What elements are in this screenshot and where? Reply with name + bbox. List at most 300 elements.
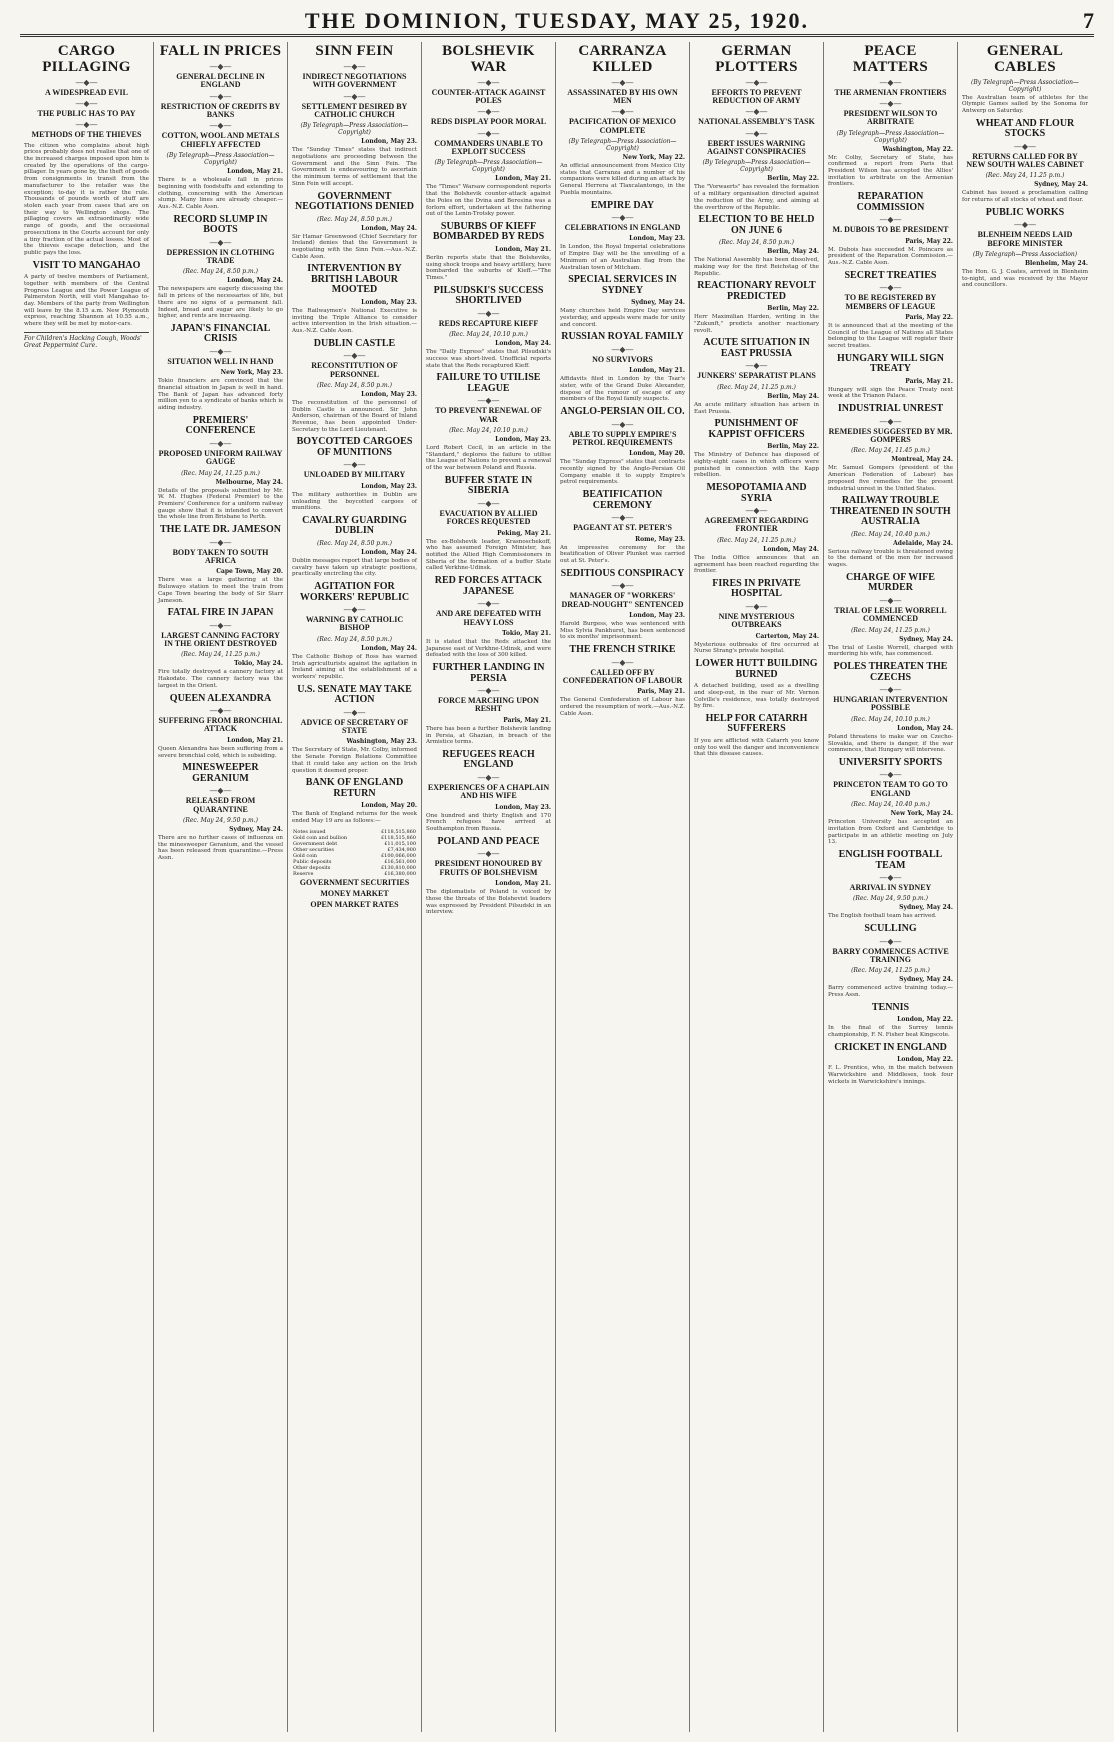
headline: ACUTE SITUATION IN EAST PRUSSIA — [703, 337, 810, 359]
headline: SEDITIOUS CONSPIRACY — [560, 567, 685, 579]
article — [828, 662, 953, 754]
credit-line: (Rec. May 24, 11.25 p.m.) — [851, 967, 930, 975]
dateline: London, May 20. — [629, 450, 685, 458]
rule-divider: —◆— — [209, 786, 232, 796]
rule-divider: —◆— — [477, 772, 500, 782]
dateline: London, May 21. — [495, 880, 551, 888]
article — [292, 685, 417, 775]
table-cell: £118,515,860 — [381, 828, 416, 835]
headline: ENGLISH FOOTBALL TEAM — [838, 849, 943, 871]
article — [426, 576, 551, 659]
dateline: New York, May 22. — [622, 154, 685, 162]
rule-divider: —◆— — [611, 513, 634, 523]
column-8 — [958, 42, 1092, 1732]
article — [560, 275, 685, 328]
headline: BOYCOTTED CARGOES OF MUNITIONS — [296, 436, 413, 458]
dateline: London, May 22. — [897, 1016, 953, 1024]
subheadline: PACIFICATION OF MEXICO COMPLETE — [569, 117, 676, 135]
rule-divider: —◆— — [209, 537, 232, 547]
headline: CAVALRY GUARDING DUBLIN — [302, 514, 407, 537]
article — [292, 44, 417, 188]
article-body: The Ministry of Defence has disposed of eighty-eight cases in which officers were punished in connection with the Kapp rebellion. — [694, 452, 819, 479]
dateline: London, May 21. — [227, 168, 283, 176]
dateline: London, May 24. — [361, 548, 417, 556]
article — [560, 332, 685, 403]
subheadline: CALLED OFF BY CONFEDERATION OF LABOUR — [562, 667, 683, 685]
article-body: The India Office announces that an agreement has been reached regarding the frontier. — [694, 554, 819, 575]
dateline: London, May 22. — [897, 1056, 953, 1064]
rule-divider: —◆— — [209, 61, 232, 71]
article-body: The military authorities in Dublin are unloading the boycotted cargoes of munitions. — [292, 491, 417, 512]
dateline: London, May 23. — [495, 803, 551, 811]
credit-line: (Rec. May 24, 8.50 p.m.) — [316, 635, 392, 643]
dateline: New York, May 23. — [220, 369, 283, 377]
rule-divider: —◆— — [209, 237, 232, 247]
article-body: Many churches held Empire Day services yesterday, and appeals were made for unity and concord. — [560, 308, 685, 328]
section-heading: GOVERNMENT SECURITIES — [299, 877, 410, 887]
dateline: Blenheim, May 24. — [1024, 260, 1088, 268]
credit-line: (Rec. May 24, 8.50 p.m.) — [316, 539, 392, 547]
article — [694, 44, 819, 211]
rule-divider: —◆— — [477, 498, 500, 508]
article — [426, 837, 551, 916]
credit-line: (Rec. May 24, 8.50 p.m.) — [718, 239, 794, 247]
article-body: The General Confederation of Labour has ordered the resumption of work.—Aus.-N.Z. Cable Assn. — [560, 697, 685, 717]
article — [828, 271, 953, 350]
rule-divider: —◆— — [611, 77, 634, 87]
article-body: M. Dubois has succeeded M. Poincare as president of the Reparation Commission.—Aus.-N.Z. Cable Assn. — [828, 246, 953, 266]
subheadline: ABLE TO SUPPLY EMPIRE'S PETROL REQUIREMENTS — [568, 429, 677, 447]
section-heading: OPEN MARKET RATES — [310, 900, 399, 910]
rule-divider: —◆— — [1013, 220, 1037, 230]
article-body: The Secretary of State, Mr. Colby, informed the Senate Foreign Relations Committee that it could take any action on the Irish question it deemed proper. — [292, 747, 417, 774]
column-3 — [288, 42, 422, 1732]
article — [828, 850, 953, 920]
headline: SCULLING — [864, 923, 917, 935]
article-body: The citizen who complains about high prices probably does not realise that one of the increased charges imposed upon him is created by the operations of the cargo-pillager. In years gone by, the theft of goods from consignments in transit from the manufacturer to the retailer was the exception; to-day it is rather the rule. Thousands of pounds worth of stuff are stolen each year from cases that are on their way to Wellington shops. The pillaging covers an extraordinarily wide range of goods, and the occasional prosecutions in the Courts account for only a tiny fraction of the actual losses. Most of the thieves escape detection, and the public pays the loss. — [24, 142, 149, 256]
rule-divider: —◆— — [209, 91, 232, 101]
article — [292, 192, 417, 261]
article — [292, 582, 417, 681]
dateline: Paris, May 21. — [637, 688, 685, 696]
article — [426, 373, 551, 472]
headline: BANK OF ENGLAND RETURN — [305, 777, 404, 799]
subheadline: HUNGARIAN INTERVENTION POSSIBLE — [833, 695, 948, 713]
article-body: One hundred and thirty English and 170 French refugees have arrived at Southampton from Russia. — [426, 812, 551, 833]
headline: BOLSHEVIK WAR — [442, 43, 535, 75]
article — [426, 286, 551, 370]
headline: SUBURBS OF KIEFF BOMBARDED BY REDS — [432, 220, 545, 243]
credit-line: (Rec. May 24, 9.50 p.m.) — [852, 895, 928, 903]
credit-line: (Rec. May 24, 10.40 p.m.) — [851, 801, 930, 809]
column-2 — [154, 42, 288, 1732]
subheadline: SUFFERING FROM BRONCHIAL ATTACK — [158, 716, 283, 734]
dateline: Washington, May 23. — [346, 738, 417, 746]
subheadline: SETTLEMENT DESIRED BY CATHOLIC CHURCH — [301, 101, 408, 119]
article — [158, 215, 283, 320]
credit-line: (Rec. May 24, 10.10 p.m.) — [449, 331, 528, 339]
article — [828, 44, 953, 188]
article — [694, 714, 819, 758]
rule-divider: —◆— — [611, 419, 634, 429]
article-body: The "Sunday Express" states that contracts recently signed by the Anglo-Persian Oil Company enable it to supply Empire's petrol requirements. — [560, 459, 685, 486]
article — [292, 264, 417, 334]
bank-return-table — [292, 829, 417, 877]
article-body: Princeton University has accepted an invitation from Oxford and Cambridge to participate in an athletic meeting on July 13. — [828, 819, 953, 846]
rule-divider: —◆— — [611, 107, 634, 117]
dateline: Sydney, May 24. — [899, 904, 953, 912]
credit-line: (Rec. May 24, 10.10 p.m.) — [449, 427, 528, 435]
article-body: Cabinet has issued a proclamation calling for returns of all stocks of wheat and flour. — [962, 190, 1088, 204]
article-body: It is stated that the Reds attacked the Japanese east of Verkhne-Udinsk, and were defeated with the loss of 300 killed. — [426, 638, 551, 659]
subheadline: REMEDIES SUGGESTED BY MR. GOMPERS — [828, 426, 953, 445]
rule-divider: —◆— — [611, 657, 634, 667]
subheadline: ADVICE OF SECRETARY OF STATE — [300, 717, 409, 736]
headline: RED FORCES ATTACK JAPANESE — [434, 575, 543, 597]
article-body: The reconstitution of the personnel of Dublin Castle is announced. Sir John Anderson, chairman of the Board of Inland Revenue, has been appointed Under-Secretary to the Lord Lieutenant. — [292, 399, 417, 433]
article-body: The "Sunday Times" states that indirect negotiations are proceeding between the Government and the Sinn Fein. The Government is endeavouring to ascertain the minimum terms of settlement that the Sinn Fein will accept. — [292, 147, 417, 187]
dateline: London, May 21. — [629, 367, 685, 375]
subheadline: TO BE REGISTERED BY MEMBERS OF LEAGUE — [844, 293, 937, 311]
article-body: Lord Robert Cecil, in an article in the "Standard," deplores the failure to utilise the League of Nations to prevent a renewal of the war between Poland and Russia. — [426, 445, 551, 472]
article — [292, 339, 417, 434]
article — [560, 645, 685, 717]
rule-divider: —◆— — [343, 91, 366, 101]
headline: JAPAN'S FINANCIAL CRISIS — [170, 322, 271, 345]
article — [962, 44, 1088, 115]
article-body: Dublin messages report that large bodies of cavalry have taken up strategic positions, practically encircling the city. — [292, 557, 417, 578]
article-body: In the final of the Surrey tennis championship, F. N. Fisher beat Kingscote. — [828, 1025, 953, 1039]
subheadline: M. DUBOIS TO BE PRESIDENT — [832, 225, 949, 235]
subheadline: RECONSTITUTION OF PERSONNEL — [311, 361, 398, 379]
rule-divider: —◆— — [75, 77, 98, 87]
rule-divider: —◆— — [1013, 141, 1037, 151]
rule-divider: —◆— — [879, 416, 902, 426]
article-body: The "Times" Warsaw correspondent reports that the Bolshevik counter-attack against the Poles on the Dvina and Beresina was a forlorn effort, undertaken at the fathering out of the Lenin-Trotsky power. — [426, 184, 551, 218]
dateline: London, May 23. — [629, 611, 685, 619]
article-body: The Catholic Bishop of Ross has warned Irish agriculturists against the agitation in Ireland aiming at the establishment of a workers' republic. — [292, 653, 417, 680]
table-cell: £100,066,000 — [381, 852, 416, 859]
article — [828, 573, 953, 658]
article — [828, 496, 953, 569]
article-body: The newspapers are eagerly discussing the fall in prices of the necessaries of life, but there are no signs of a permanent fall. Indeed, bread and sugar are likely to go higher, and rents are increasing. — [158, 286, 283, 320]
headline: REACTIONARY REVOLT PREDICTED — [697, 280, 816, 302]
article — [560, 201, 685, 272]
article-body: The "Daily Express" states that Pilsudski's success was short-lived. Unofficial reports state that the Reds recaptured Kieff. — [426, 349, 551, 369]
article-body: There are no further cases of influenza on the minesweeper Geranium, and the vessel has been released from quarantine.—Press Assn. — [158, 835, 283, 862]
rule-divider: —◆— — [745, 128, 768, 138]
article-body: A detached building, used as a dwelling and sleep-out, in the rear of Mr. Vernon Colville's residence, was totally destroyed by fire. — [694, 683, 819, 710]
subheadline: THE ARMENIAN FRONTIERS — [834, 87, 947, 97]
dateline: London, May 21. — [495, 245, 551, 253]
rule-divider: —◆— — [879, 215, 902, 225]
dateline: Paris, May 21. — [503, 716, 551, 724]
article-body: The Bank of England returns for the week ended May 19 are as follows:— — [292, 811, 417, 824]
rule-divider: —◆— — [879, 936, 902, 946]
article-body: There was a large gathering at the Buluwayo station to meet the train from Cape Town bearing the body of Sir Starr Jameson. — [158, 577, 283, 604]
headline: PREMIERS' CONFERENCE — [185, 414, 256, 437]
table-cell: Gold coin — [293, 852, 318, 859]
article-body: There is a wholesale fall in prices beginning with foodstuffs and extending to clothing, concerning with the American slump. Many lines are already cheaper.—Aus.-N.Z. Cable Assn. — [158, 177, 283, 210]
headline: HUNGARY WILL SIGN TREATY — [837, 352, 944, 375]
dateline: Cape Town, May 20. — [216, 568, 283, 576]
rule-divider: —◆— — [745, 601, 768, 611]
rule-divider: —◆— — [879, 873, 902, 883]
masthead — [20, 8, 1094, 37]
rule-divider: —◆— — [879, 770, 902, 780]
table-cell: Reserve — [293, 870, 314, 877]
dateline: Adelaide, May 24. — [893, 539, 953, 547]
credit-line: (By Telegraph—Press Association—Copyright) — [971, 78, 1079, 93]
dateline: Sydney, May 24. — [1034, 181, 1088, 189]
subheadline: ARRIVAL IN SYDNEY — [849, 883, 932, 893]
headline: FURTHER LANDING IN PERSIA — [432, 662, 545, 684]
article-body: Queen Alexandra has been suffering from a severe bronchial cold, which is subsiding. — [158, 745, 283, 759]
credit-line: (Rec. May 24, 8.50 p.m.) — [316, 381, 392, 389]
article — [158, 763, 283, 862]
dateline: London, May 23. — [361, 482, 417, 490]
article — [962, 119, 1088, 204]
rule-divider: —◆— — [343, 61, 366, 71]
column-6 — [690, 42, 824, 1732]
rule-divider: —◆— — [745, 506, 768, 516]
masthead-title: THE DOMINION, TUESDAY, MAY 25, 1920. — [304, 8, 810, 33]
dateline: London, May 23. — [361, 138, 417, 146]
credit-line: (Rec. May 24, 11.25 p.m.) — [717, 536, 796, 544]
article — [426, 750, 551, 833]
article-body: The Australian team of athletes for the Olympic Games sailed by the Sonoma for Antwerp on Saturday. — [962, 94, 1088, 114]
headline: ELECTION TO BE HELD ON JUNE 6 — [698, 214, 815, 236]
article-body: The Hon. G. J. Coates, arrived in Blenheim to-night, and was received by the Mayor and councillors. — [962, 269, 1088, 289]
page-number: 7 — [1083, 8, 1094, 33]
article-body: The "Vorwaerts" has revealed the formation of a military organisation directed against the reduction of the Army, and aiming at the overthrow of the Republic. — [694, 184, 819, 211]
article-body: Hungary will sign the Peace Treaty next week at the Trianon Palace. — [828, 386, 953, 400]
subheadline: REDS RECAPTURE KIEFF — [438, 318, 539, 328]
dateline: Berlin, May 22. — [767, 175, 819, 183]
subheadline: EXPERIENCES OF A CHAPLAIN AND HIS WIFE — [427, 782, 550, 801]
table-cell: £7,434,900 — [387, 846, 416, 853]
dateline: Berlin, May 24. — [767, 392, 819, 400]
dateline: London, May 24. — [763, 545, 819, 553]
dateline: New York, May 24. — [890, 810, 953, 818]
rule-divider: —◆— — [343, 460, 366, 470]
rule-divider: —◆— — [477, 599, 500, 609]
article-body: Serious railway trouble is threatened owing to the demand of the men for increased wages. — [828, 548, 953, 569]
headline: SECRET TREATIES — [844, 269, 937, 281]
article-body: Poland threatens to make war on Czecho-Slovakia, and there is danger, if the war commences, that Hungary will intervene. — [828, 733, 953, 754]
credit-line: (Rec. May 24, 11.25 p.m.) — [181, 651, 260, 659]
dateline: Washington, May 22. — [882, 145, 953, 153]
headline: REFUGEES REACH ENGLAND — [442, 748, 535, 771]
article — [560, 407, 685, 486]
article — [24, 261, 149, 328]
article-body: The trial of Leslie Worrell, charged with murdering his wife, has commenced. — [828, 644, 953, 658]
table-row — [292, 871, 417, 877]
credit-line: (Rec. May 24, 8.50 p.m.) — [316, 215, 392, 223]
subheadline: TO PREVENT RENEWAL OF WAR — [435, 406, 542, 424]
table-cell: £118,515,860 — [381, 834, 416, 841]
subheadline: PRESIDENT HONOURED BY FRUITS OF BOLSHEVISM — [434, 859, 543, 877]
credit-line: (Rec. May 24, 8.50 p.m.) — [182, 268, 258, 276]
dateline: Berlin, May 24. — [767, 248, 819, 256]
subheadline: COMMANDERS UNABLE TO EXPLOIT SUCCESS — [434, 138, 543, 157]
subheadline: PROPOSED UNIFORM RAILWAY GAUGE — [158, 448, 283, 467]
rule-divider: —◆— — [611, 344, 634, 354]
article — [426, 476, 551, 572]
credit-line: (By Telegraph—Press Association—Copyright) — [434, 159, 543, 174]
rule-divider: —◆— — [879, 98, 902, 108]
article-body: There has been a further Bolshevik landing in Persia, at Ghazian, in breach of the Armistice terms. — [426, 725, 551, 746]
credit-line: (Rec. May 24, 11.25 p.m.) — [717, 383, 796, 391]
headline: GENERAL CABLES — [986, 43, 1064, 75]
article — [828, 1043, 953, 1086]
table-cell: £130,810,000 — [381, 864, 416, 871]
headline: QUEEN ALEXANDRA — [169, 692, 272, 704]
subheadline: COUNTER-ATTACK AGAINST POLES — [431, 87, 546, 105]
subheadline: FORCE MARCHING UPON RESHT — [438, 696, 539, 714]
dateline: Berlin, May 22. — [767, 305, 819, 313]
credit-line: (Rec. May 24, 11.25 p.m.) — [181, 469, 260, 477]
article-body: Mr. Colby, Secretary of State, has confirmed a report from Paris that President Wilson has accepted the Allies' invitation to arbitrate on the Armenian frontiers. — [828, 154, 953, 188]
article — [158, 694, 283, 760]
table-cell: Notes issued — [293, 828, 326, 835]
dateline: London, May 24. — [495, 340, 551, 348]
article-body: F. L. Prentice, who, in the match between Warwickshire and Middlesex, took four wickets in Warwickshire's innings. — [828, 1065, 953, 1085]
article — [694, 281, 819, 334]
rule-divider: —◆— — [611, 581, 634, 591]
article — [828, 758, 953, 846]
article-body: Herr Maximilian Harden, writing in the "Zukunft," predicts another reactionary revolt. — [694, 314, 819, 334]
rule-divider: —◆— — [75, 98, 98, 108]
article — [292, 778, 417, 824]
subheadline: EBERT ISSUES WARNING AGAINST CONSPIRACIES — [707, 138, 806, 157]
article-body: Tokio financiers are convinced that the financial situation in Japan is well in hand. The Bank of Japan has advanced forty million yen to a syndicate of banks which is aiding industry. — [158, 378, 283, 412]
subheadline: MANAGER OF "WORKERS' DREAD-NOUGHT" SENTENCED — [561, 591, 684, 609]
rule-divider: —◆— — [209, 706, 232, 716]
dateline: Rome, May 23. — [635, 535, 685, 543]
headline: SINN FEIN — [315, 43, 394, 59]
article-body: A party of twelve members of Parliament, together with members of the Central Progress League and the Power League of Palmerston North, will visit Mangahao to-day. Members of the party from Wellington will leave by the 8.15 a.m. New Plymouth express, reaching Shannon at 10.55 a.m., where they will be met by motor-cars. — [24, 274, 149, 328]
article — [828, 354, 953, 400]
rule-divider: —◆— — [343, 351, 366, 361]
article — [158, 324, 283, 412]
article — [158, 608, 283, 689]
rule-divider: —◆— — [879, 77, 902, 87]
subheadline: NATIONAL ASSEMBLY'S TASK — [698, 117, 815, 127]
article-body: Barry commenced active training today.—Press Assn. — [828, 985, 953, 999]
subheadline: PAGEANT AT ST. PETER'S — [573, 523, 672, 533]
column-5 — [556, 42, 690, 1732]
headline: MINESWEEPER GERANIUM — [182, 762, 259, 784]
dateline: Paris, May 22. — [905, 313, 953, 321]
rule-divider: —◆— — [477, 849, 500, 859]
rule-divider: —◆— — [879, 685, 902, 695]
article-body: Fire totally destroyed a cannery factory at Hakodate. The cannery factory was the largest in the Orient. — [158, 669, 283, 689]
article — [694, 338, 819, 415]
rule-divider: —◆— — [477, 128, 500, 138]
article-body: The diplomatists of Poland is voiced by those the threats of the Bolshevist leaders was expressed by President Pilsudski in an interview. — [426, 889, 551, 916]
credit-line: (By Telegraph—Press Association—Copyright) — [300, 122, 409, 137]
article-body: It is announced that at the meeting of the Council of the League of Nations all States belonging to the League will register their secret treaties. — [828, 322, 953, 350]
credit-line: (Rec. May 24, 10.10 p.m.) — [851, 715, 930, 723]
article-body: In London, the Royal Imperial celebrations of Empire Day will be the unveiling of a Minimum of an Australian flag from the Australian town of Mitcham. — [560, 244, 685, 271]
headline: BEATIFICATION CEREMONY — [582, 489, 663, 511]
table-cell: Gold coin and bullion — [293, 834, 348, 841]
dateline: London, May 24. — [897, 724, 953, 732]
headline: VISIT TO MANGAHAO — [32, 259, 141, 271]
subheadline: UNLOADED BY MILITARY — [303, 470, 406, 480]
table-cell: Other securities — [293, 846, 334, 853]
article — [694, 579, 819, 655]
headline: PEACE MATTERS — [852, 43, 929, 75]
subheadline: COTTON, WOOL AND METALS CHIEFLY AFFECTED — [161, 131, 280, 149]
table-cell: £16,380,000 — [384, 870, 416, 877]
rule-divider: —◆— — [477, 77, 500, 87]
credit-line: (Rec. May 24, 11.25 p.m.) — [985, 172, 1065, 180]
headline: CRICKET IN ENGLAND — [834, 1041, 947, 1053]
rule-divider: —◆— — [75, 120, 98, 130]
article — [158, 525, 283, 604]
subheadline: RELEASED FROM QUARANTINE — [185, 796, 256, 814]
dateline: Sydney, May 24. — [229, 826, 283, 834]
headline: MESOPOTAMIA AND SYRIA — [706, 482, 807, 504]
rule-divider: —◆— — [209, 346, 232, 356]
dateline: Tokio, May 21. — [502, 629, 551, 637]
headline: HELP FOR CATARRH SUFFERERS — [705, 712, 808, 735]
dateline: London, May 21. — [495, 175, 551, 183]
credit-line: (By Telegraph—Press Association—Copyright) — [166, 152, 275, 167]
article — [694, 659, 819, 710]
section-heading: MONEY MARKET — [320, 889, 389, 899]
headline: GERMAN PLOTTERS — [715, 43, 798, 75]
subheadline: RESTRICTION OF CREDITS BY BANKS — [160, 101, 281, 119]
subheadline: TRIAL OF LESLIE WORRELL COMMENCED — [834, 605, 947, 624]
subheadline: AGREEMENT REGARDING FRONTIER — [704, 516, 809, 534]
headline: GOVERNMENT NEGOTIATIONS DENIED — [294, 190, 414, 213]
rule-divider: —◆— — [477, 107, 500, 117]
headline: RUSSIAN ROYAL FAMILY — [561, 331, 684, 343]
headline: CHARGE OF WIFE MURDER — [846, 571, 935, 594]
dateline: Peking, May 21. — [497, 529, 551, 537]
subheadline: BARRY COMMENCES ACTIVE TRAINING — [832, 946, 949, 965]
table-cell: Public deposits — [293, 858, 332, 865]
rule-divider: —◆— — [745, 77, 768, 87]
article — [962, 208, 1088, 289]
headline: REPARATION COMMISSION — [856, 191, 925, 213]
subheadline: LARGEST CANNING FACTORY IN THE ORIENT DESTROYED — [161, 630, 280, 649]
article-body: The ex-Bolshevik leader, Krasnoschekoff, who has assumed Foreign Minister, has notified the Allied High Commissioners in Siberia of the formation of a buffer State called Verkhne-Udinsk. — [426, 538, 551, 572]
article — [828, 192, 953, 267]
subheadline: EFFORTS TO PREVENT REDUCTION OF ARMY — [711, 87, 802, 105]
article — [828, 404, 953, 492]
article-body: An acute military situation has arisen in East Prussia. — [694, 401, 819, 415]
article — [694, 419, 819, 479]
dateline: London, May 24. — [227, 277, 283, 285]
subheadline: A WIDESPREAD EVIL — [45, 87, 128, 97]
dateline: London, May 20. — [361, 802, 417, 810]
article — [426, 222, 551, 282]
subheadline: BLENHEIM NEEDS LAID BEFORE MINISTER — [977, 230, 1073, 248]
table-cell: £11,015,100 — [384, 840, 416, 847]
headline: THE LATE DR. JAMESON — [160, 524, 281, 536]
article-body: An impressive ceremony for the beatification of Oliver Plunket was carried out at St. Peter's. — [560, 544, 685, 564]
article — [560, 44, 685, 197]
subheadline: CELEBRATIONS IN ENGLAND — [564, 223, 681, 233]
table-cell: Other deposits — [293, 864, 331, 871]
advertisement: For Children's Hacking Cough, Woods' Great Peppermint Cure. — [24, 332, 149, 349]
column-7 — [824, 42, 958, 1732]
rule-divider: —◆— — [745, 361, 768, 371]
